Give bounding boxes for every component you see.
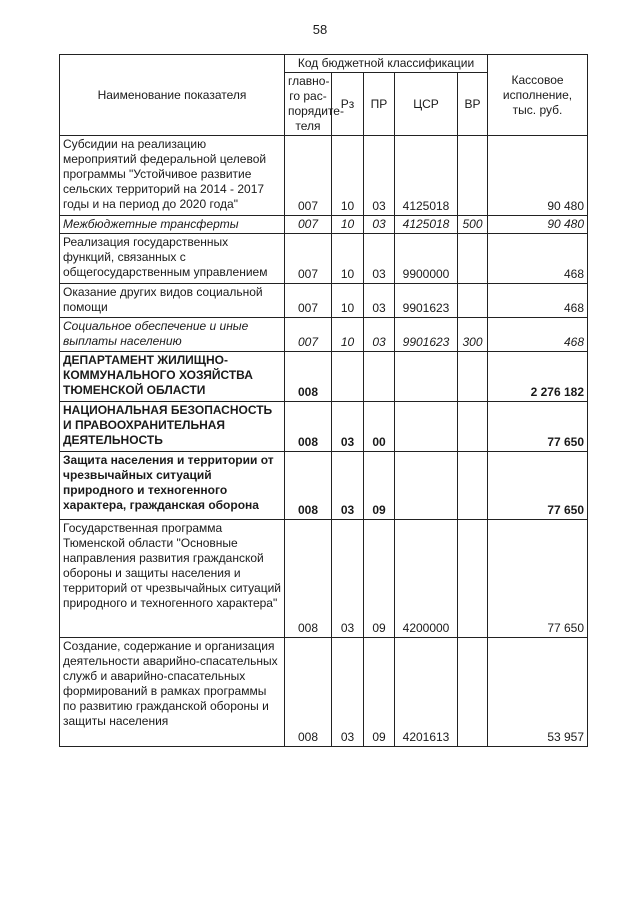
row-amount: 77 650 — [488, 452, 588, 520]
row-pr-code: 03 — [364, 284, 395, 318]
row-csr-code: 4201613 — [395, 638, 458, 747]
row-amount: 2 276 182 — [488, 352, 588, 402]
header-budget-code-group: Код бюджетной классификации — [285, 55, 488, 73]
row-pr-code: 09 — [364, 452, 395, 520]
row-pr-code: 03 — [364, 234, 395, 284]
row-name: Государственная программа Тюменской области "Основные направления развития гражданской обороны и защиты населения и территорий от чрезвычайных ситуаций природного и техногенного характера" — [60, 520, 285, 638]
row-admin-code: 007 — [285, 136, 332, 216]
row-amount: 90 480 — [488, 216, 588, 234]
row-admin-code: 008 — [285, 352, 332, 402]
row-csr-code: 9901623 — [395, 318, 458, 352]
row-pr-code: 09 — [364, 520, 395, 638]
row-amount: 53 957 — [488, 638, 588, 747]
budget-execution-table — [59, 54, 588, 747]
row-admin-code: 007 — [285, 284, 332, 318]
row-rz-code — [332, 352, 364, 402]
row-pr-code: 03 — [364, 216, 395, 234]
row-rz-code: 10 — [332, 136, 364, 216]
row-admin-code: 007 — [285, 318, 332, 352]
table-row — [60, 452, 588, 520]
row-name: Создание, содержание и организация деятельности аварийно-спасательных служб и аварийно-спасательных формирований в рамках программы по развитию гражданской обороны и защиты населения — [60, 638, 285, 747]
row-name: Социальное обеспечение и иные выплаты населению — [60, 318, 285, 352]
header-amount-column: Кассовое исполнение, тыс. руб. — [488, 55, 588, 136]
header-vr-column: ВР — [458, 73, 488, 136]
header-pr-column: ПР — [364, 73, 395, 136]
row-csr-code: 4200000 — [395, 520, 458, 638]
row-csr-code — [395, 352, 458, 402]
row-admin-code: 007 — [285, 234, 332, 284]
row-vr-code — [458, 136, 488, 216]
row-rz-code: 03 — [332, 452, 364, 520]
header-name-column: Наименование показателя — [60, 55, 285, 136]
row-admin-code: 008 — [285, 452, 332, 520]
row-amount: 90 480 — [488, 136, 588, 216]
row-admin-code: 008 — [285, 638, 332, 747]
row-amount: 468 — [488, 284, 588, 318]
row-amount: 77 650 — [488, 402, 588, 452]
table-row — [60, 136, 588, 216]
row-pr-code: 03 — [364, 318, 395, 352]
row-rz-code: 03 — [332, 520, 364, 638]
row-admin-code: 008 — [285, 520, 332, 638]
row-name: Реализация государственных функций, связанных с общегосударственным управлением — [60, 234, 285, 284]
row-pr-code: 00 — [364, 402, 395, 452]
row-rz-code: 10 — [332, 216, 364, 234]
row-vr-code: 500 — [458, 216, 488, 234]
row-name: НАЦИОНАЛЬНАЯ БЕЗОПАСНОСТЬ И ПРАВООХРАНИТЕЛЬНАЯ ДЕЯТЕЛЬНОСТЬ — [60, 402, 285, 452]
row-rz-code: 10 — [332, 318, 364, 352]
row-name: Субсидии на реализацию мероприятий федеральной целевой программы "Устойчивое развитие сельских территорий на 2014 - 2017 годы и на период до 2020 года" — [60, 136, 285, 216]
row-vr-code: 300 — [458, 318, 488, 352]
table-row — [60, 352, 588, 402]
table-row — [60, 284, 588, 318]
row-name: ДЕПАРТАМЕНТ ЖИЛИЩНО-КОММУНАЛЬНОГО ХОЗЯЙСТВА ТЮМЕНСКОЙ ОБЛАСТИ — [60, 352, 285, 402]
header-csr-column: ЦСР — [395, 73, 458, 136]
row-rz-code: 03 — [332, 638, 364, 747]
row-vr-code — [458, 402, 488, 452]
row-name: Межбюджетные трансферты — [60, 216, 285, 234]
row-csr-code: 9901623 — [395, 284, 458, 318]
page-number: 58 — [312, 22, 328, 37]
row-amount: 468 — [488, 234, 588, 284]
row-rz-code: 10 — [332, 234, 364, 284]
row-rz-code: 03 — [332, 402, 364, 452]
header-admin-column: главно-го рас-порядите-теля — [285, 73, 332, 136]
row-csr-code — [395, 452, 458, 520]
row-name: Оказание других видов социальной помощи — [60, 284, 285, 318]
row-vr-code — [458, 638, 488, 747]
table-row — [60, 402, 588, 452]
row-vr-code — [458, 520, 488, 638]
row-admin-code: 007 — [285, 216, 332, 234]
row-pr-code: 09 — [364, 638, 395, 747]
row-amount: 77 650 — [488, 520, 588, 638]
table-row — [60, 520, 588, 638]
table-row — [60, 216, 588, 234]
row-vr-code — [458, 234, 488, 284]
row-admin-code: 008 — [285, 402, 332, 452]
table-row — [60, 318, 588, 352]
row-csr-code: 4125018 — [395, 136, 458, 216]
row-amount: 468 — [488, 318, 588, 352]
row-vr-code — [458, 452, 488, 520]
header-rz-column: Рз — [332, 73, 364, 136]
row-csr-code: 4125018 — [395, 216, 458, 234]
row-csr-code: 9900000 — [395, 234, 458, 284]
table-row — [60, 234, 588, 284]
row-vr-code — [458, 352, 488, 402]
table-row — [60, 638, 588, 747]
row-vr-code — [458, 284, 488, 318]
row-csr-code — [395, 402, 458, 452]
row-rz-code: 10 — [332, 284, 364, 318]
row-name: Защита населения и территории от чрезвычайных ситуаций природного и техногенного характера, гражданская оборона — [60, 452, 285, 520]
row-pr-code: 03 — [364, 136, 395, 216]
row-pr-code — [364, 352, 395, 402]
